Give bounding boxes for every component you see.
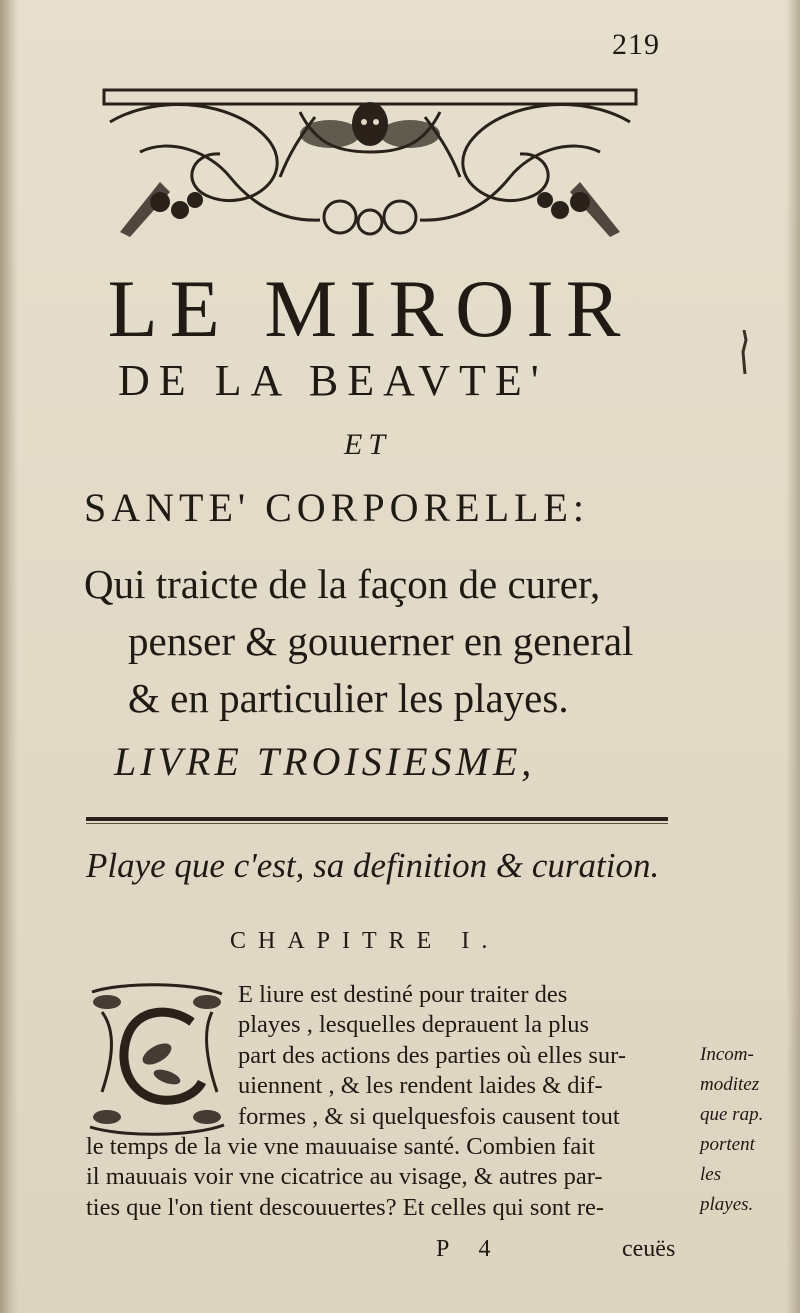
body-line: uiennent , & les rendent laides & dif- bbox=[238, 1072, 603, 1100]
body-line: ties que l'on tient descouuertes? Et celles qui sont re- bbox=[86, 1193, 605, 1221]
margin-note bbox=[700, 1040, 792, 1220]
catchword: ceuës bbox=[622, 1236, 676, 1262]
margin-note-line: Incom- bbox=[700, 1044, 754, 1065]
headpiece-ornament-icon bbox=[100, 82, 640, 242]
chapter-title: Playe que c'est, sa definition & curation. bbox=[86, 846, 660, 885]
body-line: il mauuais voir vne cicatrice au visage, & autres par- bbox=[86, 1163, 603, 1191]
subtitle-line-2: penser & gouuerner en general bbox=[128, 618, 634, 664]
subtitle-line-1: Qui traicte de la façon de curer, bbox=[84, 561, 601, 607]
divider-rule bbox=[86, 817, 668, 821]
title-line-1: LE MIROIR bbox=[107, 263, 633, 354]
signature-mark: P 4 bbox=[436, 1236, 503, 1262]
title-line-3: ET bbox=[344, 428, 392, 461]
margin-note-line: les bbox=[700, 1164, 722, 1185]
body-line: E liure est destiné pour traiter des bbox=[238, 981, 568, 1008]
book-heading: LIVRE TROISIESME, bbox=[114, 739, 536, 784]
body-line: formes , & si quelquesfois causent tout bbox=[238, 1102, 620, 1130]
body-line: playes , lesquelles deprauent la plus bbox=[238, 1011, 590, 1039]
divider-rule-thin bbox=[86, 823, 668, 824]
margin-note-line: moditez bbox=[700, 1074, 760, 1095]
body-line: le temps de la vie vne mauuaise santé. Combien fait bbox=[86, 1133, 595, 1161]
page-number: 219 bbox=[612, 28, 660, 61]
ink-mark-icon bbox=[740, 330, 748, 374]
gutter-shadow bbox=[0, 0, 18, 1313]
margin-note-line: que rap. bbox=[700, 1104, 764, 1125]
body-line: part des actions des parties où elles sur- bbox=[238, 1041, 626, 1069]
title-line-2: DE LA BEAVTE' bbox=[118, 356, 548, 405]
body-text bbox=[86, 980, 692, 1223]
title-line-4: SANTE' CORPORELLE: bbox=[84, 485, 589, 530]
margin-note-line: portent bbox=[700, 1134, 755, 1155]
chapter-label: CHAPITRE I. bbox=[230, 928, 500, 954]
margin-note-line: playes. bbox=[700, 1194, 754, 1215]
subtitle-line-3: & en particulier les playes. bbox=[128, 675, 569, 721]
subtitle bbox=[84, 556, 704, 727]
